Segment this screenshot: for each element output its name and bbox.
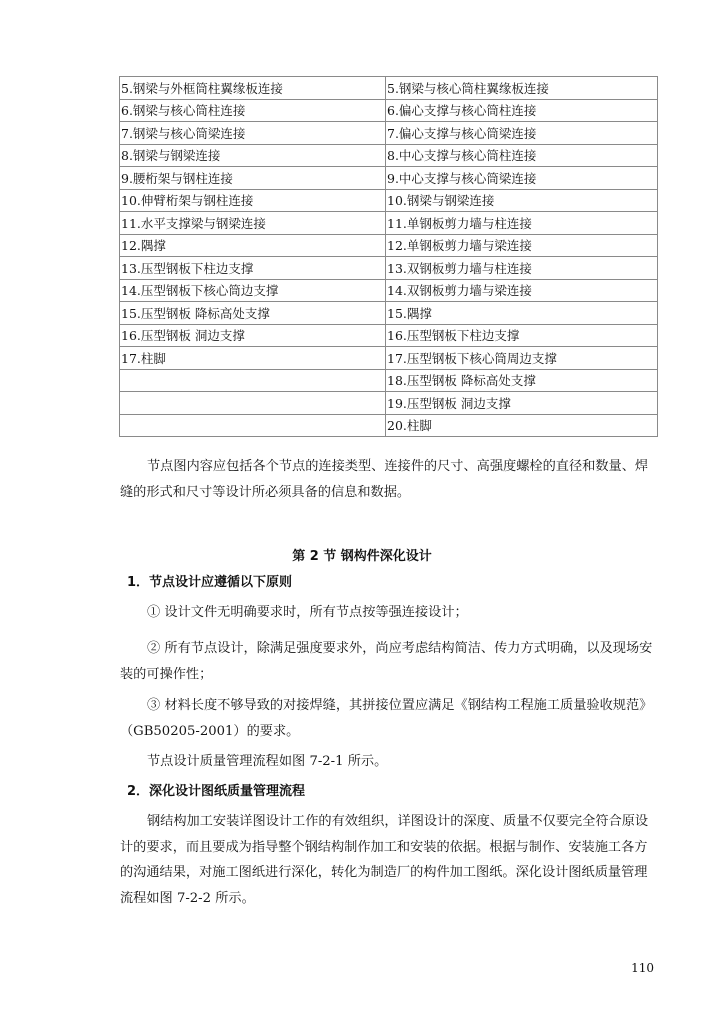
principle-1: ① 设计文件无明确要求时，所有节点按等强连接设计； bbox=[147, 605, 468, 620]
table-cell-left: 13.压型钢板下柱边支撑 bbox=[120, 257, 386, 280]
table-row bbox=[120, 167, 658, 190]
table-row bbox=[120, 234, 658, 257]
node-type-table bbox=[119, 76, 658, 437]
table-cell-right: 13.双钢板剪力墙与柱连接 bbox=[386, 257, 658, 280]
node-table-body bbox=[120, 77, 658, 437]
table-row bbox=[120, 189, 658, 212]
table-row bbox=[120, 257, 658, 280]
table-cell-left: 8.钢梁与钢梁连接 bbox=[120, 144, 386, 167]
table-cell-left: 6.钢梁与核心筒柱连接 bbox=[120, 99, 386, 122]
table-cell-right: 9.中心支撑与核心筒梁连接 bbox=[386, 167, 658, 190]
table-row bbox=[120, 212, 658, 235]
table-cell-left: 14.压型钢板下核心筒边支撑 bbox=[120, 279, 386, 302]
subheading-drawing-quality: 2．深化设计图纸质量管理流程 bbox=[127, 784, 306, 799]
table-cell-right: 7.偏心支撑与核心筒梁连接 bbox=[386, 122, 658, 145]
table-cell-right: 10.钢梁与钢梁连接 bbox=[386, 189, 658, 212]
table-cell-left: 7.钢梁与核心筒梁连接 bbox=[120, 122, 386, 145]
table-cell-left: 16.压型钢板 洞边支撑 bbox=[120, 324, 386, 347]
table-cell-left: 12.隅撑 bbox=[120, 234, 386, 257]
flow-reference-paragraph: 节点设计质量管理流程如图 7-2-1 所示。 bbox=[147, 754, 388, 769]
table-row bbox=[120, 122, 658, 145]
principle-3: ③ 材料长度不够导致的对接焊缝，其拼接位置应满足《钢结构工程施工质量验收规范》（GB50205-2001）的要求。 bbox=[120, 698, 653, 739]
drawing-quality-paragraph: 钢结构加工安装详图设计工作的有效组织，详图设计的深度、质量不仅要完全符合原设计的要求，而且要成为指导整个钢结构制作加工和安装的依据。根据与制作、安装施工各方的沟通结果，对施工图纸进行深化，转化为制造厂的构件加工图纸。深化设计图纸质量管理流程如图 7-2-2 所示。 bbox=[120, 814, 649, 906]
table-cell-right: 6.偏心支撑与核心筒柱连接 bbox=[386, 99, 658, 122]
section-title: 第 2 节 钢构件深化设计 bbox=[292, 549, 432, 564]
table-row bbox=[120, 144, 658, 167]
table-row bbox=[120, 369, 658, 392]
table-row bbox=[120, 414, 658, 437]
table-row bbox=[120, 347, 658, 370]
table-cell-left bbox=[120, 369, 386, 392]
table-cell-right: 20.柱脚 bbox=[386, 414, 658, 437]
table-row bbox=[120, 302, 658, 325]
table-cell-left: 11.水平支撑梁与钢梁连接 bbox=[120, 212, 386, 235]
table-cell-left bbox=[120, 392, 386, 415]
page-number: 110 bbox=[631, 961, 654, 975]
table-row bbox=[120, 392, 658, 415]
table-row bbox=[120, 77, 658, 100]
table-cell-left bbox=[120, 414, 386, 437]
table-cell-right: 11.单钢板剪力墙与柱连接 bbox=[386, 212, 658, 235]
table-cell-left: 9.腰桁架与钢柱连接 bbox=[120, 167, 386, 190]
table-cell-right: 19.压型钢板 洞边支撑 bbox=[386, 392, 658, 415]
node-content-paragraph: 节点图内容应包括各个节点的连接类型、连接件的尺寸、高强度螺栓的直径和数量、焊缝的形式和尺寸等设计所必须具备的信息和数据。 bbox=[120, 459, 649, 500]
table-row bbox=[120, 279, 658, 302]
table-cell-right: 18.压型钢板 降标高处支撑 bbox=[386, 369, 658, 392]
subheading-node-principles: 1．节点设计应遵循以下原则 bbox=[127, 575, 293, 590]
table-cell-left: 15.压型钢板 降标高处支撑 bbox=[120, 302, 386, 325]
table-row bbox=[120, 99, 658, 122]
table-cell-left: 10.伸臂桁架与钢柱连接 bbox=[120, 189, 386, 212]
table-cell-right: 15.隅撑 bbox=[386, 302, 658, 325]
table-cell-right: 5.钢梁与核心筒柱翼缘板连接 bbox=[386, 77, 658, 100]
principle-2: ② 所有节点设计，除满足强度要求外，尚应考虑结构简洁、传力方式明确，以及现场安装的可操作性； bbox=[120, 641, 653, 682]
table-cell-right: 12.单钢板剪力墙与梁连接 bbox=[386, 234, 658, 257]
table-cell-left: 5.钢梁与外框筒柱翼缘板连接 bbox=[120, 77, 386, 100]
table-cell-right: 17.压型钢板下核心筒周边支撑 bbox=[386, 347, 658, 370]
table-cell-right: 14.双钢板剪力墙与梁连接 bbox=[386, 279, 658, 302]
table-row bbox=[120, 324, 658, 347]
table-cell-left: 17.柱脚 bbox=[120, 347, 386, 370]
table-cell-right: 8.中心支撑与核心筒柱连接 bbox=[386, 144, 658, 167]
table-cell-right: 16.压型钢板下柱边支撑 bbox=[386, 324, 658, 347]
